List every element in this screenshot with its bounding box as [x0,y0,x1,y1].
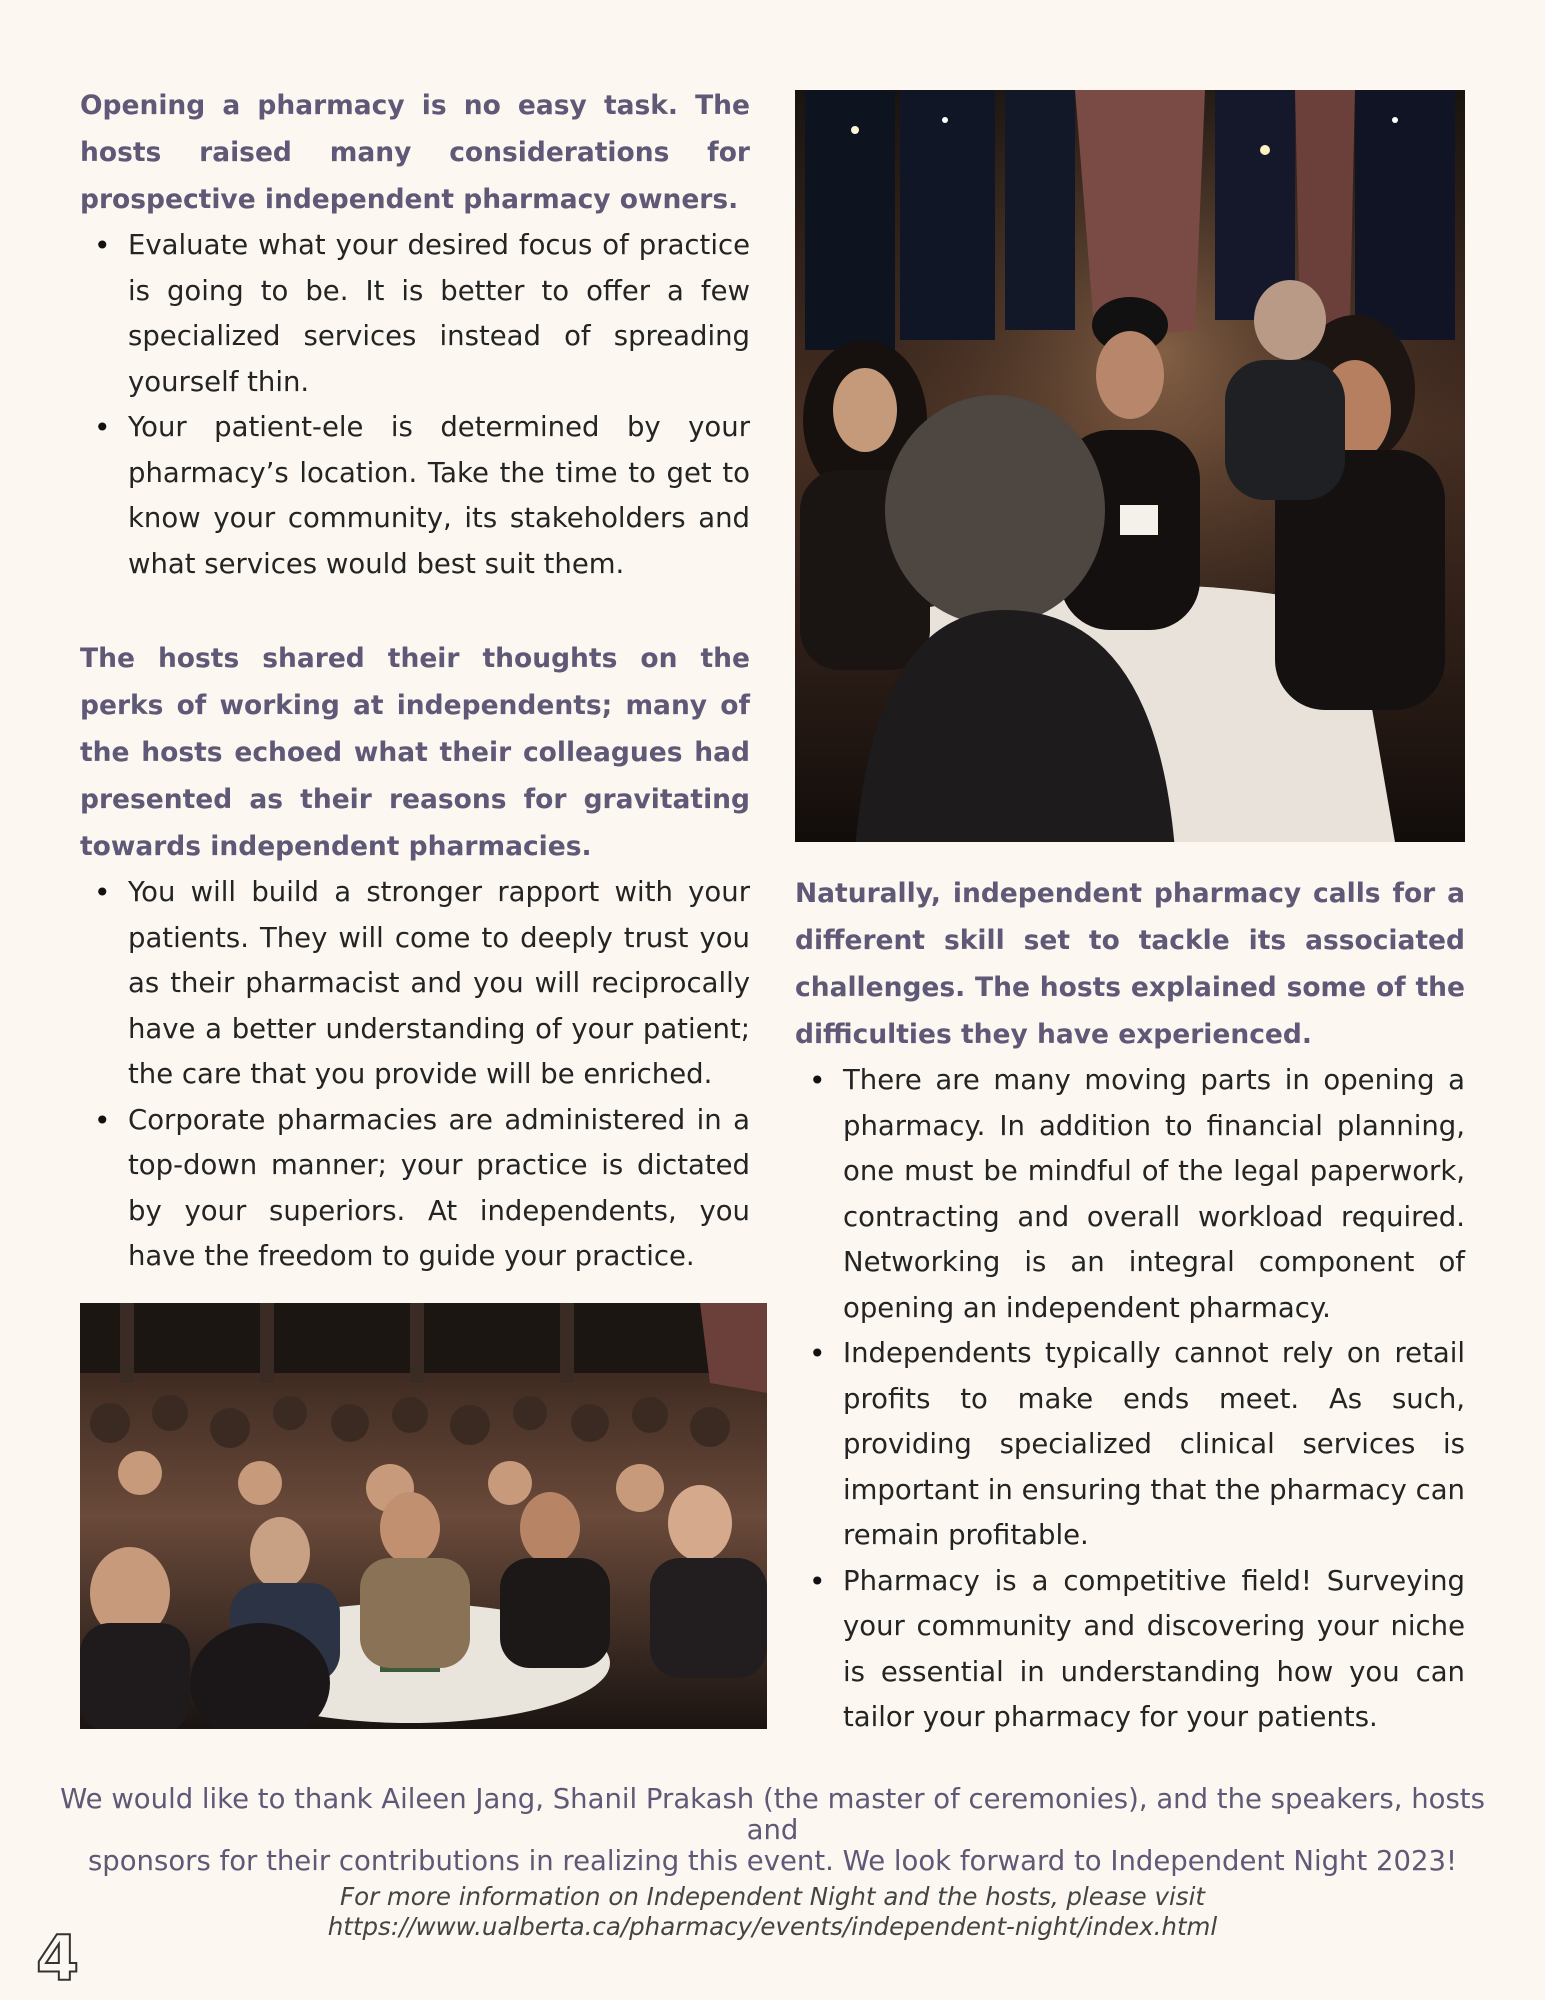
list-item: • There are many moving parts in opening a pharmacy. In addition to financial planning, one must be mindful of the legal paperwork, contracting and overall workload required. Networking is an integral component of opening an independent pharmacy. [843,1058,1465,1331]
section-lead-considerations: Opening a pharmacy is no easy task. The hosts raised many considerations for prospective independent pharmacy owners. [80,90,750,215]
list-item: • Independents typically cannot rely on retail profits to make ends meet. As such, providing specialized clinical services is important in ensuring that the pharmacy can remain profitable. [843,1331,1465,1559]
list-item: • Your patient-ele is determined by your pharmacy’s location. Take the time to get to know your community, its stakeholders and what services would best suit them. [128,405,750,587]
acknowledgement-line: sponsors for their contributions in realizing this event. We look forward to Independent Night 2023! [87,1845,1458,1877]
more-info-text [180,1882,1365,1942]
list-item: • Evaluate what your desired focus of practice is going to be. It is better to offer a few specialized services instead of spreading yourself thin. [128,223,750,405]
left-column [80,82,750,1280]
list-item: • Pharmacy is a competitive field! Surveying your community and discovering your niche is essential in understanding how you can tailor your pharmacy for your patients. [843,1559,1465,1741]
acknowledgement-text [30,1784,1515,1877]
challenges-list [795,1058,1465,1741]
list-item: • Corporate pharmacies are administered in a top-down manner; your practice is dictated by your superiors. At independents, you have the freedom to guide your practice. [128,1098,750,1280]
considerations-list [80,223,750,587]
right-column [795,870,1465,1741]
section-lead-challenges: Naturally, independent pharmacy calls for a different skill set to tackle its associated challenges. The hosts explained some of the difficulties they have experienced. [795,878,1465,1050]
list-item: • You will build a stronger rapport with your patients. They will come to deeply trust you as their pharmacist and you will reciprocally have a better understanding of your patient; the care that you provide will be enriched. [128,870,750,1098]
photo-table-conversation-image [795,90,1465,842]
photo-event-crowd-image [80,1303,767,1729]
photo-event-crowd [80,1303,767,1729]
perks-list [80,870,750,1280]
section-lead-perks: The hosts shared their thoughts on the perks of working at independents; many of the hosts echoed what their colleagues had presented as their reasons for gravitating towards independent pharmacies. [80,643,750,862]
more-info-line: For more information on Independent Night and the hosts, please visit [339,1882,1205,1911]
photo-table-conversation [795,90,1465,842]
acknowledgement-line: We would like to thank Aileen Jang, Shanil Prakash (the master of ceremonies), and the speakers, hosts and [60,1783,1485,1846]
page-number: 4 [36,1922,80,1995]
more-info-url[interactable]: https://www.ualberta.ca/pharmacy/events/independent-night/index.html [327,1912,1218,1941]
